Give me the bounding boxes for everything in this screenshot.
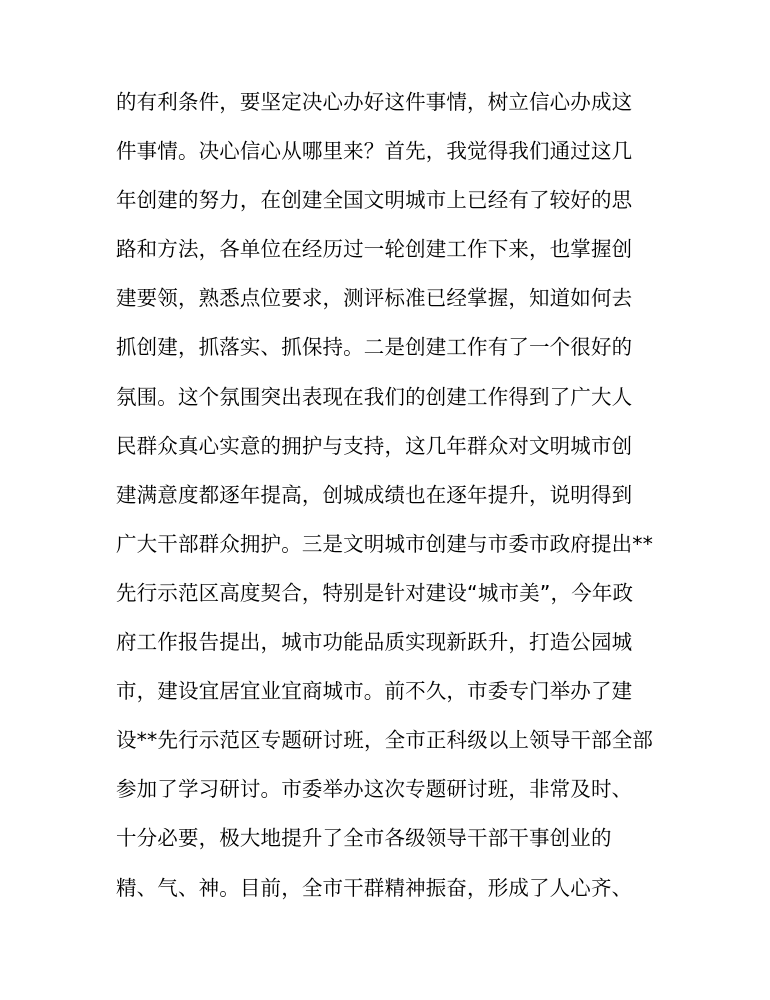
text-line: 精、气、神。目前，全市干群精神振奋，形成了人心齐、: [116, 875, 633, 900]
text-line: 路和方法，各单位在经历过一轮创建工作下来，也掌握创: [116, 237, 633, 262]
text-line: 建满意度都逐年提高，创城成绩也在逐年提升，说明得到: [116, 482, 633, 507]
text-line: 府工作报告提出，城市功能品质实现新跃升，打造公园城: [116, 630, 633, 655]
body-text: [116, 82, 676, 917]
text-line: 的有利条件，要坚定决心办好这件事情，树立信心办成这: [116, 90, 633, 114]
text-line: 抓创建，抓落实、抓保持。二是创建工作有了一个很好的: [116, 335, 633, 360]
text-line: 市，建设宜居宜业宜商城市。前不久，市委专门举办了建: [116, 679, 633, 704]
text-line: 氛围。这个氛围突出表现在我们的创建工作得到了广大人: [116, 384, 633, 409]
text-line: 设**先行示范区专题研讨班，全市正科级以上领导干部全部: [116, 728, 654, 753]
text-line: 广大干部群众拥护。三是文明城市创建与市委市政府提出**: [116, 531, 654, 556]
text-line: 先行示范区高度契合，特别是针对建设“城市美”，今年政: [116, 580, 634, 605]
text-line: 建要领，熟悉点位要求，测评标准已经掌握，知道如何去: [116, 286, 633, 311]
text-line: 十分必要，极大地提升了全市各级领导干部干事创业的: [116, 826, 612, 851]
text-line: 民群众真心实意的拥护与支持，这几年群众对文明城市创: [116, 433, 633, 458]
text-line: 件事情。决心信心从哪里来？首先，我觉得我们通过这几: [116, 139, 633, 164]
text-line: 年创建的努力，在创建全国文明城市上已经有了较好的思: [116, 188, 633, 213]
text-line: 参加了学习研讨。市委举办这次专题研讨班，非常及时、: [116, 777, 633, 802]
